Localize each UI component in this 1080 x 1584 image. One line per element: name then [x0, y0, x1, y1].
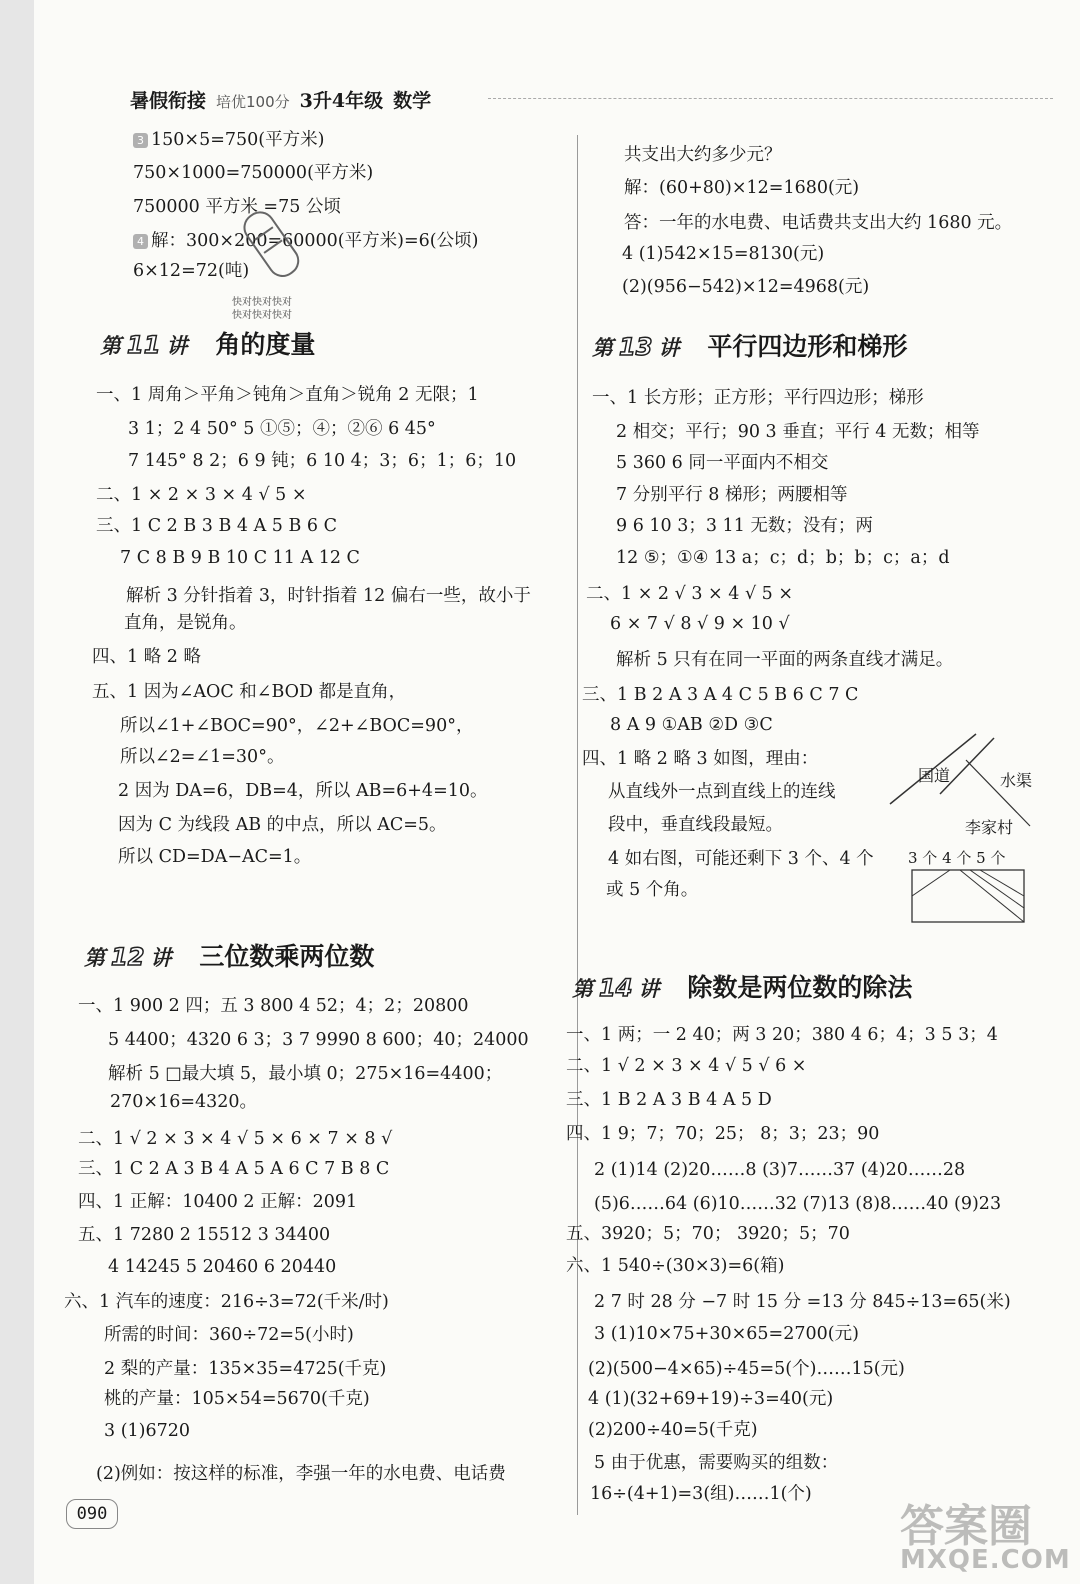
section-12-heading	[84, 937, 374, 973]
answer-text: 150×5=750(平方米)	[151, 130, 325, 150]
label-angle-counts: 3 个 4 个 5 个	[908, 849, 1006, 867]
section-title: 三位数乘两位数	[199, 942, 375, 971]
answer-line: 二、1 √ 2 × 3 × 4 √ 5 × 6 × 7 × 8 √	[78, 1129, 393, 1149]
page-gutter-shadow	[0, 0, 34, 1584]
answer-line: 4 14245 5 20460 6 20440	[108, 1257, 337, 1277]
answer-line: 三、1 B 2 A 3 B 4 A 5 D	[566, 1090, 772, 1110]
answer-line: 16÷(4+1)=3(组)……1(个)	[590, 1484, 812, 1504]
answer-line: 解析 5 □最大填 5，最小填 0；275×16=4400；	[108, 1064, 503, 1084]
watermark-url: MXQE.COM	[900, 1545, 1071, 1575]
answer-line: 共支出大约多少元？	[624, 145, 782, 165]
answer-line: 3 1；2 4 50° 5 ①⑤；④；②⑥ 6 45°	[128, 419, 436, 439]
section-label-suffix: 讲	[658, 336, 680, 360]
answer-line: 所以∠1+∠BOC=90°，∠2+∠BOC=90°，	[120, 716, 474, 736]
answer-line: 一、1 两；一 2 40；两 3 20；380 4 6；4；3 5 3；4	[566, 1025, 998, 1045]
stamp-text-1: 快对快对快对	[232, 297, 292, 308]
section-label: 第	[84, 946, 105, 970]
answer-line: 四、1 9；7；70；25； 8；3；23；90	[566, 1124, 880, 1144]
section-11-heading	[100, 325, 315, 361]
header-grade: 3升4年级	[299, 90, 384, 112]
answer-line: 4 如右图，可能还剩下 3 个、4 个	[608, 849, 874, 869]
section-label: 第	[100, 334, 121, 358]
answer-line: 2 梨的产量：135×35=4725(千克)	[104, 1359, 387, 1379]
running-header	[130, 86, 431, 120]
answer-line: (2)200÷40=5(千克)	[588, 1420, 758, 1440]
section-label: 第	[572, 977, 593, 1001]
label-national-road: 国道	[918, 766, 951, 785]
answer-line: 段中，垂直线段最短。	[608, 815, 783, 835]
section-title: 角的度量	[215, 330, 316, 359]
answer-line: 解析 5 只有在同一平面的两条直线才满足。	[616, 650, 954, 670]
section-label-suffix: 讲	[150, 946, 172, 970]
answer-line: 一、1 900 2 四；五 3 800 4 52；4；2；20800	[78, 996, 469, 1016]
answer-line: 7 分别平行 8 梯形；两腰相等	[616, 485, 848, 505]
answer-line	[133, 195, 341, 219]
watermark-logo: 答案圈	[900, 1501, 1032, 1552]
answer-line: 五、3920；5；70； 3920；5；70	[566, 1224, 850, 1244]
answer-line: 5 由于优惠，需要购买的组数：	[594, 1453, 839, 1473]
answer-line: 4 (1)542×15=8130(元)	[622, 244, 825, 264]
section-number: 11	[127, 331, 161, 359]
answer-line: 所以∠2=∠1=30°。	[120, 747, 285, 767]
answer-line: 所以 CD=DA−AC=1。	[118, 847, 312, 867]
answer-line: 二、1 √ 2 × 3 × 4 √ 5 √ 6 ×	[566, 1056, 807, 1076]
answer-line: 三、1 C 2 B 3 B 4 A 5 B 6 C	[96, 516, 337, 536]
rectangle-cut-diagram	[910, 868, 1028, 926]
section-title: 平行四边形和梯形	[707, 332, 908, 361]
header-rule	[488, 98, 1053, 99]
answer-line: 2 相交；平行；90 3 垂直；平行 4 无数；相等	[616, 422, 980, 442]
answer-line: 六、1 540÷(30×3)=6(箱)	[566, 1256, 785, 1276]
answer-line: 答：一年的水电费、电话费共支出大约 1680 元。	[624, 213, 1013, 233]
answer-line: 四、1 略 2 略 3 如图，理由：	[582, 749, 819, 769]
answer-line: (2)例如：按这样的标准，李强一年的水电费、电话费	[96, 1464, 506, 1484]
answer-text: 6×12=72(吨)	[133, 261, 250, 281]
section-number: 14	[599, 974, 633, 1002]
answer-line: 四、1 正解：10400 2 正解：2091	[78, 1192, 358, 1212]
header-subtitle: 培优100分	[216, 93, 290, 111]
answer-line: 四、1 略 2 略	[92, 647, 201, 667]
answer-line: 六、1 汽车的速度：216÷3=72(千米/时)	[64, 1292, 389, 1312]
section-13-heading	[592, 327, 907, 363]
answer-line: 5 360 6 同一平面内不相交	[616, 453, 829, 473]
answer-line: 或 5 个角。	[606, 880, 699, 900]
section-number: 12	[111, 943, 145, 971]
label-canal: 水渠	[1000, 771, 1033, 790]
label-village: 李家村	[965, 818, 1014, 837]
answer-line: 因为 C 为线段 AB 的中点，所以 AC=5。	[118, 815, 447, 835]
section-14-heading	[572, 968, 912, 1004]
answer-line	[133, 259, 249, 283]
answer-line: 4 (1)(32+69+19)÷3=40(元)	[588, 1389, 834, 1409]
answer-line: (5)6……64 (6)10……32 (7)13 (8)8……40 (9)23	[594, 1194, 1002, 1214]
section-label-suffix: 讲	[638, 977, 660, 1001]
answer-text: 解：300×200=60000(平方米)=6(公顷)	[151, 231, 479, 251]
stamp-text-2: 快对快对快对	[232, 310, 292, 321]
answer-line: 直角，是锐角。	[124, 613, 247, 633]
answer-line: 7 C 8 B 9 B 10 C 11 A 12 C	[120, 548, 360, 568]
answer-line: 12 ⑤；①④ 13 a；c；d；b；b；c；a；d	[616, 548, 950, 568]
answer-line: 3 (1)10×75+30×65=2700(元)	[594, 1324, 859, 1344]
page-number: 090	[66, 1499, 118, 1529]
question-number-badge: 3	[133, 133, 148, 148]
section-number: 13	[619, 333, 653, 361]
answer-line: 一、1 周角＞平角＞钝角＞直角＞锐角 2 无限；1	[96, 385, 479, 405]
header-brand: 暑假衔接	[130, 90, 207, 112]
answer-line: 所需的时间：360÷72=5(小时)	[104, 1325, 354, 1345]
answer-line: 9 6 10 3；3 11 无数；没有；两	[616, 516, 873, 536]
answer-line	[133, 128, 324, 152]
carrot-stamp-icon	[238, 198, 308, 288]
answer-line: 三、1 B 2 A 3 A 4 C 5 B 6 C 7 C	[582, 685, 859, 705]
answer-line: 2 (1)14 (2)20……8 (3)7……37 (4)20……28	[594, 1160, 966, 1180]
section-label: 第	[592, 336, 613, 360]
answer-line: (2)(956−542)×12=4968(元)	[622, 277, 870, 297]
section-title: 除数是两位数的除法	[687, 973, 913, 1002]
answer-line: 五、1 因为∠AOC 和∠BOD 都是直角，	[92, 682, 407, 702]
answer-line: 2 因为 DA=6，DB=4，所以 AB=6+4=10。	[118, 781, 488, 801]
answer-line: 3 (1)6720	[104, 1421, 191, 1441]
answer-line: 270×16=4320。	[110, 1092, 258, 1112]
answer-line: 7 145° 8 2；6 9 钝；6 10 4；3；6；1；6；10	[128, 451, 517, 471]
answer-text: 750000 平方米 =75 公顷	[133, 197, 341, 217]
answer-line: 解：(60+80)×12=1680(元)	[624, 178, 860, 198]
answer-line: 2 7 时 28 分 −7 时 15 分 =13 分 845÷13=65(米)	[594, 1292, 1011, 1312]
answer-line: (2)(500−4×65)÷45=5(个)……15(元)	[588, 1359, 905, 1379]
answer-line	[133, 161, 373, 185]
question-number-badge: 4	[133, 234, 148, 249]
answer-line: 8 A 9 ①AB ②D ③C	[610, 715, 773, 735]
answer-line: 二、1 × 2 × 3 × 4 √ 5 ×	[96, 485, 307, 505]
answer-line: 二、1 × 2 √ 3 × 4 √ 5 ×	[586, 584, 794, 604]
column-divider	[577, 135, 578, 1515]
header-subject: 数学	[393, 90, 432, 112]
answer-line: 从直线外一点到直线上的连线	[608, 782, 836, 802]
answer-line: 一、1 长方形；正方形；平行四边形；梯形	[592, 388, 924, 408]
answer-line: 桃的产量：105×54=5670(千克)	[104, 1389, 370, 1409]
answer-line: 6 × 7 √ 8 √ 9 × 10 √	[610, 614, 790, 634]
answer-line: 解析 3 分针指着 3，时针指着 12 偏右一些，故小于	[126, 586, 531, 606]
answer-line: 五、1 7280 2 15512 3 34400	[78, 1225, 331, 1245]
answer-line: 5 4400；4320 6 3；3 7 9990 8 600；40；24000	[108, 1030, 529, 1050]
section-label-suffix: 讲	[166, 334, 188, 358]
answer-line: 三、1 C 2 A 3 B 4 A 5 A 6 C 7 B 8 C	[78, 1159, 390, 1179]
answer-text: 750×1000=750000(平方米)	[133, 163, 374, 183]
